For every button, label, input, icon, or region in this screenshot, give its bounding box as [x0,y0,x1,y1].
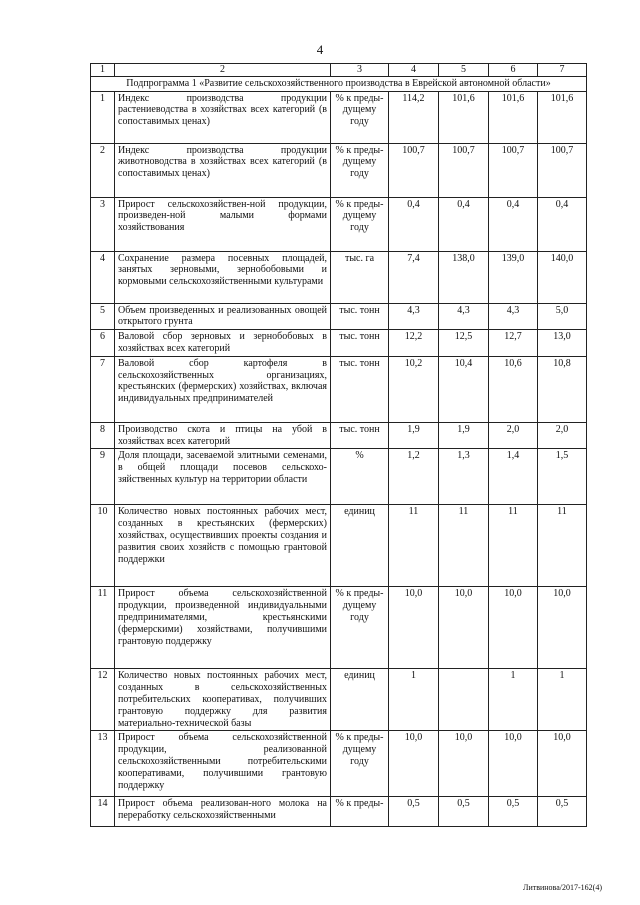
value-col-5: 1,9 [439,422,489,449]
table-row [91,505,587,587]
value-col-7: 13,0 [538,330,587,357]
row-number: 11 [91,587,115,669]
indicator-name: Количество новых постоянных рабочих мест, созданных в крестьянских (фермерских) хозяйствах, осуществивших проекты создания и развития своих хозяйств с помощью грантовой поддержки [115,505,331,587]
value-col-6: 101,6 [489,91,538,143]
value-col-6: 139,0 [489,251,538,303]
value-col-5: 138,0 [439,251,489,303]
row-number: 7 [91,356,115,422]
row-number: 9 [91,449,115,505]
value-col-6: 1 [489,669,538,731]
value-col-7: 0,5 [538,797,587,827]
unit-of-measure: тыс. тонн [331,303,389,330]
value-col-7: 5,0 [538,303,587,330]
unit-of-measure: % к преды-дущему году [331,143,389,197]
value-col-7: 1 [538,669,587,731]
indicators-table [90,63,587,827]
table-header-row [91,64,587,77]
value-col-7: 1,5 [538,449,587,505]
row-number: 3 [91,197,115,251]
value-col-4: 12,2 [389,330,439,357]
value-col-6: 10,0 [489,731,538,797]
value-col-7: 10,0 [538,587,587,669]
unit-of-measure: % к преды-дущему году [331,197,389,251]
value-col-6: 2,0 [489,422,538,449]
page-number: 4 [316,42,324,57]
value-col-4: 4,3 [389,303,439,330]
table-row [91,356,587,422]
value-col-5: 12,5 [439,330,489,357]
value-col-7: 101,6 [538,91,587,143]
value-col-6: 0,4 [489,197,538,251]
value-col-6: 4,3 [489,303,538,330]
value-col-4: 114,2 [389,91,439,143]
indicator-name: Валовой сбор картофеля в сельскохозяйственных организациях, крестьянских (фермерских) хозяйствах, включая индивидуальных предпринимателей [115,356,331,422]
unit-of-measure: % к преды-дущему году [331,91,389,143]
table-row [91,422,587,449]
table-row [91,91,587,143]
value-col-6: 0,5 [489,797,538,827]
indicator-name: Доля площади, засеваемой элитными семенами, в общей площади посевов сельскохо-зяйственных культур на территории области [115,449,331,505]
indicator-name: Индекс производства продукции растениеводства в хозяйствах всех категорий (в сопоставимых ценах) [115,91,331,143]
value-col-5: 4,3 [439,303,489,330]
unit-of-measure: % к преды-дущему году [331,587,389,669]
header-cell: 2 [115,64,331,77]
value-col-5: 0,4 [439,197,489,251]
unit-of-measure: тыс. тонн [331,356,389,422]
value-col-6: 10,0 [489,587,538,669]
table-row [91,330,587,357]
unit-of-measure: единиц [331,505,389,587]
value-col-4: 10,0 [389,731,439,797]
row-number: 5 [91,303,115,330]
row-number: 1 [91,91,115,143]
table-row [91,669,587,731]
indicator-name: Прирост объема реализован-ного молока на переработку сельскохозяйственными [115,797,331,827]
subprogram-row [91,76,587,91]
value-col-4: 1 [389,669,439,731]
value-col-6: 12,7 [489,330,538,357]
value-col-7: 100,7 [538,143,587,197]
value-col-6: 10,6 [489,356,538,422]
value-col-7: 2,0 [538,422,587,449]
indicator-name: Сохранение размера посевных площадей, занятых зерновыми, зернобобовыми и кормовыми сельскохозяйственными культурами [115,251,331,303]
row-number: 12 [91,669,115,731]
value-col-5: 100,7 [439,143,489,197]
value-col-5: 1,3 [439,449,489,505]
table-row [91,251,587,303]
table-row [91,797,587,827]
row-number: 10 [91,505,115,587]
value-col-4: 10,0 [389,587,439,669]
value-col-5 [439,669,489,731]
value-col-6: 100,7 [489,143,538,197]
value-col-5: 0,5 [439,797,489,827]
value-col-4: 100,7 [389,143,439,197]
value-col-4: 0,5 [389,797,439,827]
indicator-name: Прирост объема сельскохозяйственной продукции, реализованной сельскохозяйственными потребительскими кооперативами, получившими грантовую поддержку [115,731,331,797]
indicator-name: Производство скота и птицы на убой в хозяйствах всех категорий [115,422,331,449]
row-number: 2 [91,143,115,197]
table-row [91,303,587,330]
unit-of-measure: тыс. тонн [331,422,389,449]
table-row [91,143,587,197]
value-col-4: 7,4 [389,251,439,303]
value-col-7: 0,4 [538,197,587,251]
value-col-5: 10,0 [439,587,489,669]
unit-of-measure: тыс. тонн [331,330,389,357]
header-cell: 1 [91,64,115,77]
value-col-4: 1,2 [389,449,439,505]
value-col-4: 11 [389,505,439,587]
table-row [91,449,587,505]
unit-of-measure: % [331,449,389,505]
indicator-name: Индекс производства продукции животноводства в хозяйствах всех категорий (в сопоставимых ценах) [115,143,331,197]
indicator-name: Количество новых постоянных рабочих мест, созданных в сельскохозяйственных потребительских кооперативах, получивших грантовую поддержку для развития материально-технической базы [115,669,331,731]
value-col-7: 10,8 [538,356,587,422]
value-col-5: 101,6 [439,91,489,143]
value-col-4: 10,2 [389,356,439,422]
subprogram-title: Подпрограмма 1 «Развитие сельскохозяйственного производства в Еврейской автономной области» [91,76,587,91]
value-col-6: 1,4 [489,449,538,505]
row-number: 4 [91,251,115,303]
header-cell: 6 [489,64,538,77]
header-cell: 5 [439,64,489,77]
header-cell: 3 [331,64,389,77]
value-col-7: 10,0 [538,731,587,797]
table-row [91,587,587,669]
row-number: 14 [91,797,115,827]
value-col-7: 11 [538,505,587,587]
value-col-4: 1,9 [389,422,439,449]
value-col-6: 11 [489,505,538,587]
unit-of-measure: % к преды-дущему году [331,731,389,797]
indicator-name: Прирост сельскохозяйствен-ной продукции, произведен-ной малыми формами хозяйствования [115,197,331,251]
value-col-5: 11 [439,505,489,587]
value-col-5: 10,0 [439,731,489,797]
document-footer-code: Литвинова/2017-162(4) [523,883,602,892]
header-cell: 7 [538,64,587,77]
value-col-7: 140,0 [538,251,587,303]
row-number: 8 [91,422,115,449]
value-col-5: 10,4 [439,356,489,422]
value-col-4: 0,4 [389,197,439,251]
row-number: 13 [91,731,115,797]
table-row [91,731,587,797]
row-number: 6 [91,330,115,357]
indicator-name: Объем произведенных и реализованных овощей открытого грунта [115,303,331,330]
indicator-name: Прирост объема сельскохозяйственной продукции, произведенной индивидуальными предпринимателями, крестьянскими (фермерскими) хозяйствами, получившими грантовую поддержку [115,587,331,669]
indicator-name: Валовой сбор зерновых и зернобобовых в хозяйствах всех категорий [115,330,331,357]
unit-of-measure: тыс. га [331,251,389,303]
header-cell: 4 [389,64,439,77]
unit-of-measure: % к преды- [331,797,389,827]
table-row [91,197,587,251]
unit-of-measure: единиц [331,669,389,731]
